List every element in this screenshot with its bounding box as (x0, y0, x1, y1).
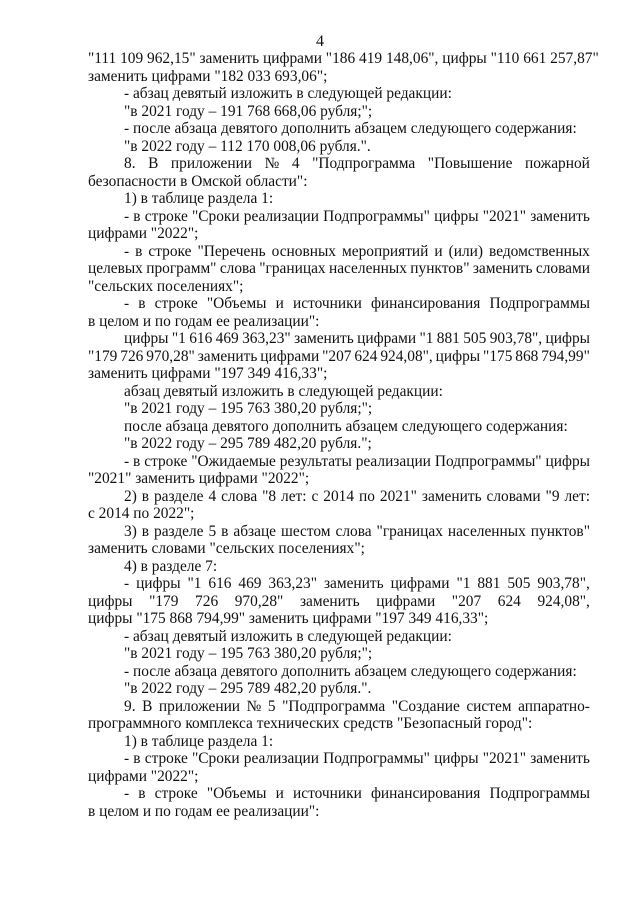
text-line: безопасности в Омской области": (88, 172, 308, 190)
text-line: "179 726 970,28" заменить цифрами "207 624 924,08", цифры "175 868 794,99" (88, 347, 590, 365)
text-line: заменить цифрами "182 033 693,06"; (88, 67, 328, 85)
text-line: 4) в разделе 7: (124, 557, 218, 575)
text-line: - цифры "1 616 469 363,23" заменить цифрами "1 881 505 903,78", (124, 575, 590, 592)
text-line: - в строке "Перечень основных мероприятий и (или) ведомственных (124, 242, 590, 260)
text-line: с 2014 по 2022"; (88, 505, 195, 522)
text-line: цифрами "2022"; (88, 767, 199, 785)
text-line: программного комплекса технических средств "Безопасный город": (88, 715, 533, 732)
text-line: - в строке "Сроки реализации Подпрограммы" цифры "2021" заменить (124, 207, 590, 225)
text-line: 2) в разделе 4 слова "8 лет: с 2014 по 2021" заменить словами "9 лет: (124, 487, 590, 505)
text-line: "в 2021 году – 195 763 380,20 рубля;"; (124, 400, 373, 417)
text-line: заменить цифрами "197 349 416,33"; (88, 365, 328, 382)
text-line: - абзац девятый изложить в следующей редакции: (124, 627, 452, 645)
text-line: "в 2022 году – 295 789 482,20 рубля.". (124, 680, 372, 697)
text-line: цифрами "2022"; (88, 225, 199, 242)
text-line: - в строке "Сроки реализации Подпрограммы" цифры "2021" заменить (124, 750, 590, 767)
text-line: 3) в разделе 5 в абзаце шестом слова "границах населенных пунктов" (124, 522, 590, 540)
text-line: 1) в таблице раздела 1: (124, 190, 274, 207)
text-line: - в строке "Объемы и источники финансирования Подпрограммы (124, 785, 590, 802)
text-line: в целом и по годам ее реализации": (88, 802, 320, 820)
text-line: 1) в таблице раздела 1: (124, 732, 274, 750)
text-line: после абзаца девятого дополнить абзацем следующего содержания: (124, 417, 568, 435)
text-line: целевых программ" слова "границах населенных пунктов" заменить словами (88, 260, 590, 277)
text-line: цифры "1 616 469 363,23" заменить цифрами "1 881 505 903,78", цифры (124, 330, 590, 347)
text-line: - в строке "Объемы и источники финансирования Подпрограммы (124, 295, 590, 312)
text-line: заменить словами "сельских поселениях"; (88, 540, 365, 557)
text-line: "сельских поселениях"; (88, 277, 244, 295)
text-line: 8. В приложении № 4 "Подпрограмма "Повышение пожарной (124, 155, 590, 172)
text-line: "в 2021 году – 191 768 668,06 рубля;"; (124, 102, 373, 120)
text-line: - абзац девятый изложить в следующей редакции: (124, 85, 452, 102)
text-line: 9. В приложении № 5 "Подпрограмма "Создание систем аппаратно- (124, 697, 590, 715)
text-line: "в 2021 году – 195 763 380,20 рубля;"; (124, 645, 373, 662)
text-line: - в строке "Ожидаемые результаты реализации Подпрограммы" цифры (124, 452, 590, 470)
text-line: цифры "179 726 970,28" заменить цифрами "207 624 924,08", (88, 592, 590, 610)
text-line: "2021" заменить цифрами "2022"; (88, 470, 310, 487)
text-line: цифры "175 868 794,99" заменить цифрами "197 349 416,33"; (88, 610, 489, 627)
text-line: - после абзаца девятого дополнить абзацем следующего содержания: (124, 662, 577, 680)
text-line: абзац девятый изложить в следующей редакции: (124, 382, 443, 400)
text-line: "в 2022 году – 112 170 008,06 рубля.". (124, 137, 371, 155)
page-number: 4 (316, 33, 324, 50)
text-line: - после абзаца девятого дополнить абзацем следующего содержания: (124, 120, 577, 137)
document-body (88, 50, 599, 820)
text-line: в целом и по годам ее реализации": (88, 312, 320, 330)
text-line: "111 109 962,15" заменить цифрами "186 419 148,06", цифры "110 661 257,87" (88, 50, 599, 67)
text-line: "в 2022 году – 295 789 482,20 рубля."; (124, 435, 372, 452)
